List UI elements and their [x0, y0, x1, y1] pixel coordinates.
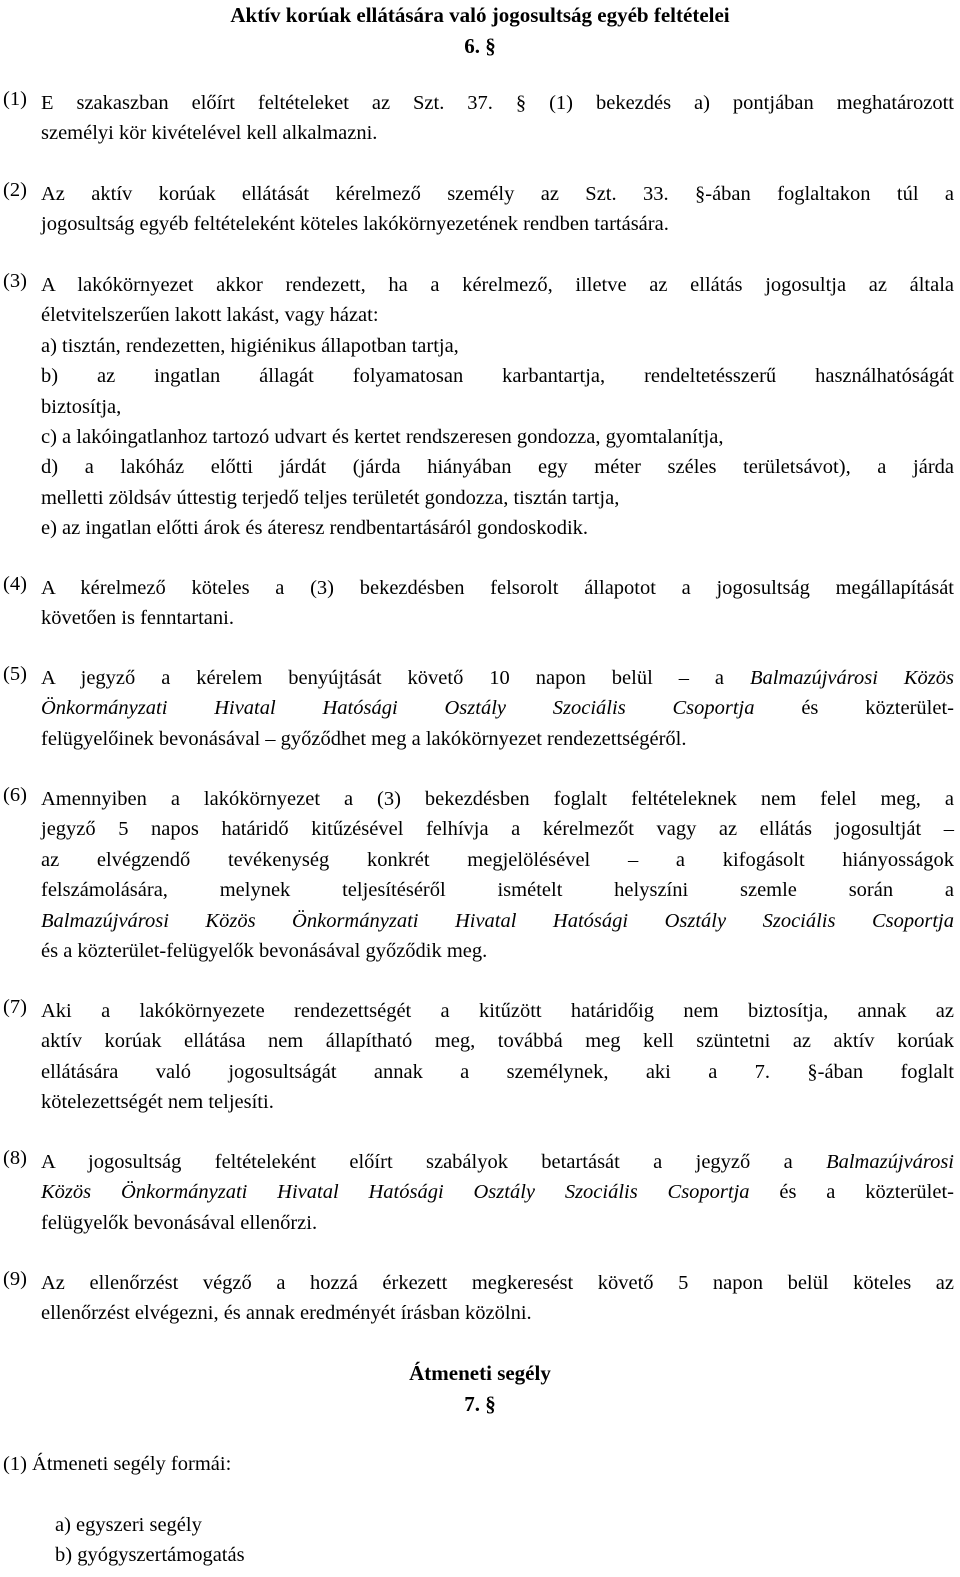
text-line: jogosultság egyéb feltételeként köteles lakókörnyezetének rendben tartására. — [41, 213, 669, 236]
text-line: Amennyiben a lakókörnyezet a (3) bekezdésben foglalt feltételeknek nem felel meg, a — [41, 788, 954, 810]
text-line: az elvégzendő tevékenység konkrét megjelölésével – a kifogásolt hiányosságok — [41, 848, 954, 871]
paragraph-6 — [3, 784, 954, 966]
list-item-a: a) egyszeri segély — [55, 1514, 202, 1536]
text-line: Az aktív korúak ellátását kérelmező személy az Szt. 33. §-ában foglaltakon túl a — [41, 183, 954, 205]
paragraph-number: (9) — [3, 1268, 27, 1290]
text-line: A kérelmező köteles a (3) bekezdésben felsorolt állapotot a jogosultság megállapítását — [41, 577, 954, 599]
text-line: E szakaszban előírt feltételeket az Szt. 37. § (1) bekezdés a) pontjában meghatározott — [41, 92, 954, 114]
paragraph-3 — [3, 270, 954, 544]
paragraph-number: (8) — [3, 1147, 27, 1169]
list-item-a: a) tisztán, rendezetten, higiénikus állapotban tartja, — [41, 334, 459, 357]
text-line: melletti zöldsáv úttestig terjedő teljes területét gondozza, tisztán tartja, — [41, 486, 620, 509]
text-line: Az ellenőrzést végző a hozzá érkezett megkeresést követő 5 napon belül köteles az — [41, 1272, 954, 1294]
list-item-d: d) a lakóház előtti járdát (járda hiányában egy méter széles területsávot), a járda — [41, 456, 954, 479]
section-heading: Átmeneti segély — [409, 1361, 551, 1385]
paragraph-2 — [3, 179, 954, 240]
paragraph-number: (2) — [3, 179, 27, 201]
text-line: biztosítja, — [41, 395, 122, 418]
text-line: felszámolására, melynek teljesítéséről ismételt helyszíni szemle során a — [41, 879, 954, 902]
paragraph-9 — [3, 1268, 954, 1329]
paragraph-7-1: (1) Átmeneti segély formái: — [3, 1453, 232, 1475]
list-item-e: e) az ingatlan előtti árok és áteresz rendbentartásáról gondoskodik. — [41, 517, 589, 540]
section-number: 7. § — [464, 1392, 496, 1416]
paragraph-7 — [3, 996, 954, 1118]
text-line: és a közterület-felügyelők bevonásával győződik meg. — [41, 940, 488, 963]
list-item-c: c) a lakóingatlanhoz tartozó udvart és kertet rendszeresen gondozza, gyomtalanítja, — [41, 426, 724, 449]
text-line: követően is fenntartani. — [41, 607, 234, 630]
text-line: felügyelők bevonásával ellenőrzi. — [41, 1211, 318, 1234]
text-line: személyi kör kivételével kell alkalmazni. — [41, 122, 378, 145]
text-line: A jegyző a kérelem benyújtását követő 10 napon belül – a Balmazújvárosi Közös — [41, 667, 954, 689]
paragraph-8 — [3, 1147, 954, 1238]
paragraph-5 — [3, 663, 954, 754]
text-line: A jogosultság feltételeként előírt szabályok betartását a jegyző a Balmazújvárosi — [41, 1151, 954, 1173]
text-line: Önkormányzati Hivatal Hatósági Osztály Szociális Csoportja és közterület- — [41, 697, 954, 720]
text-line: ellenőrzést elvégezni, és annak eredményét írásban közölni. — [41, 1302, 532, 1325]
text-line: kötelezettségét nem teljesíti. — [41, 1091, 274, 1114]
text-line: Aki a lakókörnyezete rendezettségét a kitűzött határidőig nem biztosítja, annak az — [41, 1000, 954, 1022]
paragraph-number: (7) — [3, 996, 27, 1018]
text-line: A lakókörnyezet akkor rendezett, ha a kérelmező, illetve az ellátás jogosultja az általa — [41, 274, 954, 296]
section-heading: Aktív korúak ellátására való jogosultság egyéb feltételei — [230, 3, 730, 27]
text-line: jegyző 5 napos határidő kitűzésével felhívja a kérelmezőt vagy az ellátás jogosultját – — [41, 818, 954, 841]
text-line: életvitelszerűen lakott lakást, vagy házat: — [41, 304, 379, 327]
paragraph-number: (4) — [3, 573, 27, 595]
list-item-b: b) gyógyszertámogatás — [55, 1544, 245, 1566]
paragraph-1 — [3, 88, 954, 149]
paragraph-number: (3) — [3, 270, 27, 292]
paragraph-number: (5) — [3, 663, 27, 685]
paragraph-number: (1) — [3, 88, 27, 110]
text-line: aktív korúak ellátása nem állapítható meg, továbbá meg kell szüntetni az aktív korúak — [41, 1030, 954, 1053]
paragraph-number: (6) — [3, 784, 27, 806]
paragraph-4 — [3, 573, 954, 634]
list-item-b: b) az ingatlan állagát folyamatosan karbantartja, rendeltetésszerű használhatóságát — [41, 365, 954, 388]
text-line: Közös Önkormányzati Hivatal Hatósági Osztály Szociális Csoportja és a közterület- — [41, 1181, 954, 1204]
text-line: Balmazújvárosi Közös Önkormányzati Hivatal Hatósági Osztály Szociális Csoportja — [41, 909, 954, 932]
section-number: 6. § — [464, 34, 496, 58]
text-line: ellátására való jogosultságát annak a személynek, aki a 7. §-ában foglalt — [41, 1060, 954, 1083]
text-line: felügyelőinek bevonásával – győződhet meg a lakókörnyezet rendezettségéről. — [41, 727, 687, 750]
